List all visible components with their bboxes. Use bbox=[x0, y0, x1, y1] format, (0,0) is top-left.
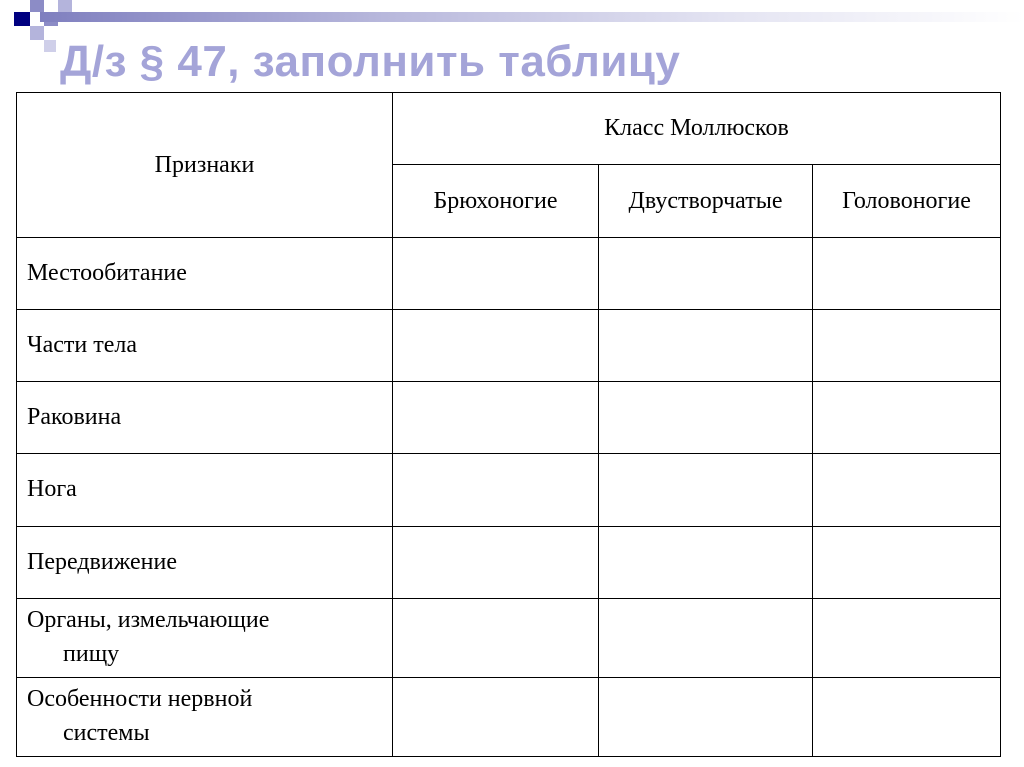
row-label-text: Передвижение bbox=[27, 548, 177, 575]
row-label bbox=[17, 382, 393, 454]
row-label bbox=[17, 678, 393, 757]
answer-cell-gastropods[interactable] bbox=[393, 382, 599, 454]
table-row bbox=[17, 678, 1001, 757]
table-row bbox=[17, 527, 1001, 599]
row-label-text: Местообитание bbox=[27, 259, 187, 286]
row-label-text: Нога bbox=[27, 476, 77, 503]
row-label bbox=[17, 238, 393, 310]
answer-cell-cephalopods[interactable] bbox=[813, 527, 1001, 599]
answer-cell-gastropods[interactable] bbox=[393, 678, 599, 757]
answer-cell-bivalves[interactable] bbox=[599, 527, 813, 599]
column-header-gastropods: Брюхоногие bbox=[393, 165, 599, 238]
answer-cell-bivalves[interactable] bbox=[599, 310, 813, 382]
row-label-text-continued: пищу bbox=[63, 641, 120, 667]
header-class-molluscs: Класс Моллюсков bbox=[393, 93, 1001, 165]
answer-cell-gastropods[interactable] bbox=[393, 454, 599, 527]
row-label-text-continued: системы bbox=[63, 720, 150, 746]
header-features: Признаки bbox=[17, 93, 393, 238]
table-row bbox=[17, 310, 1001, 382]
answer-cell-cephalopods[interactable] bbox=[813, 599, 1001, 678]
row-label-text: Особенности нервной bbox=[27, 686, 253, 713]
answer-cell-bivalves[interactable] bbox=[599, 382, 813, 454]
table-row bbox=[17, 599, 1001, 678]
mollusc-comparison-table bbox=[16, 92, 1001, 757]
answer-cell-gastropods[interactable] bbox=[393, 599, 599, 678]
answer-cell-bivalves[interactable] bbox=[599, 678, 813, 757]
table-row bbox=[17, 454, 1001, 527]
answer-cell-cephalopods[interactable] bbox=[813, 678, 1001, 757]
column-header-bivalves: Двустворчатые bbox=[599, 165, 813, 238]
answer-cell-cephalopods[interactable] bbox=[813, 454, 1001, 527]
header-gradient-bar bbox=[40, 12, 1024, 22]
answer-cell-bivalves[interactable] bbox=[599, 454, 813, 527]
row-label bbox=[17, 527, 393, 599]
table-row bbox=[17, 382, 1001, 454]
row-label bbox=[17, 310, 393, 382]
row-label-text: Раковина bbox=[27, 403, 122, 430]
answer-cell-gastropods[interactable] bbox=[393, 238, 599, 310]
slide-title: Д/з § 47, заполнить таблицу bbox=[60, 37, 681, 86]
table-row bbox=[17, 238, 1001, 310]
answer-cell-bivalves[interactable] bbox=[599, 238, 813, 310]
row-label bbox=[17, 599, 393, 678]
answer-cell-cephalopods[interactable] bbox=[813, 238, 1001, 310]
answer-cell-gastropods[interactable] bbox=[393, 527, 599, 599]
answer-cell-bivalves[interactable] bbox=[599, 599, 813, 678]
answer-cell-cephalopods[interactable] bbox=[813, 310, 1001, 382]
column-header-cephalopods: Головоногие bbox=[813, 165, 1001, 238]
row-label-text: Части тела bbox=[27, 331, 138, 358]
row-label-text: Органы, измельчающие bbox=[27, 607, 270, 634]
row-label bbox=[17, 454, 393, 527]
answer-cell-gastropods[interactable] bbox=[393, 310, 599, 382]
answer-cell-cephalopods[interactable] bbox=[813, 382, 1001, 454]
